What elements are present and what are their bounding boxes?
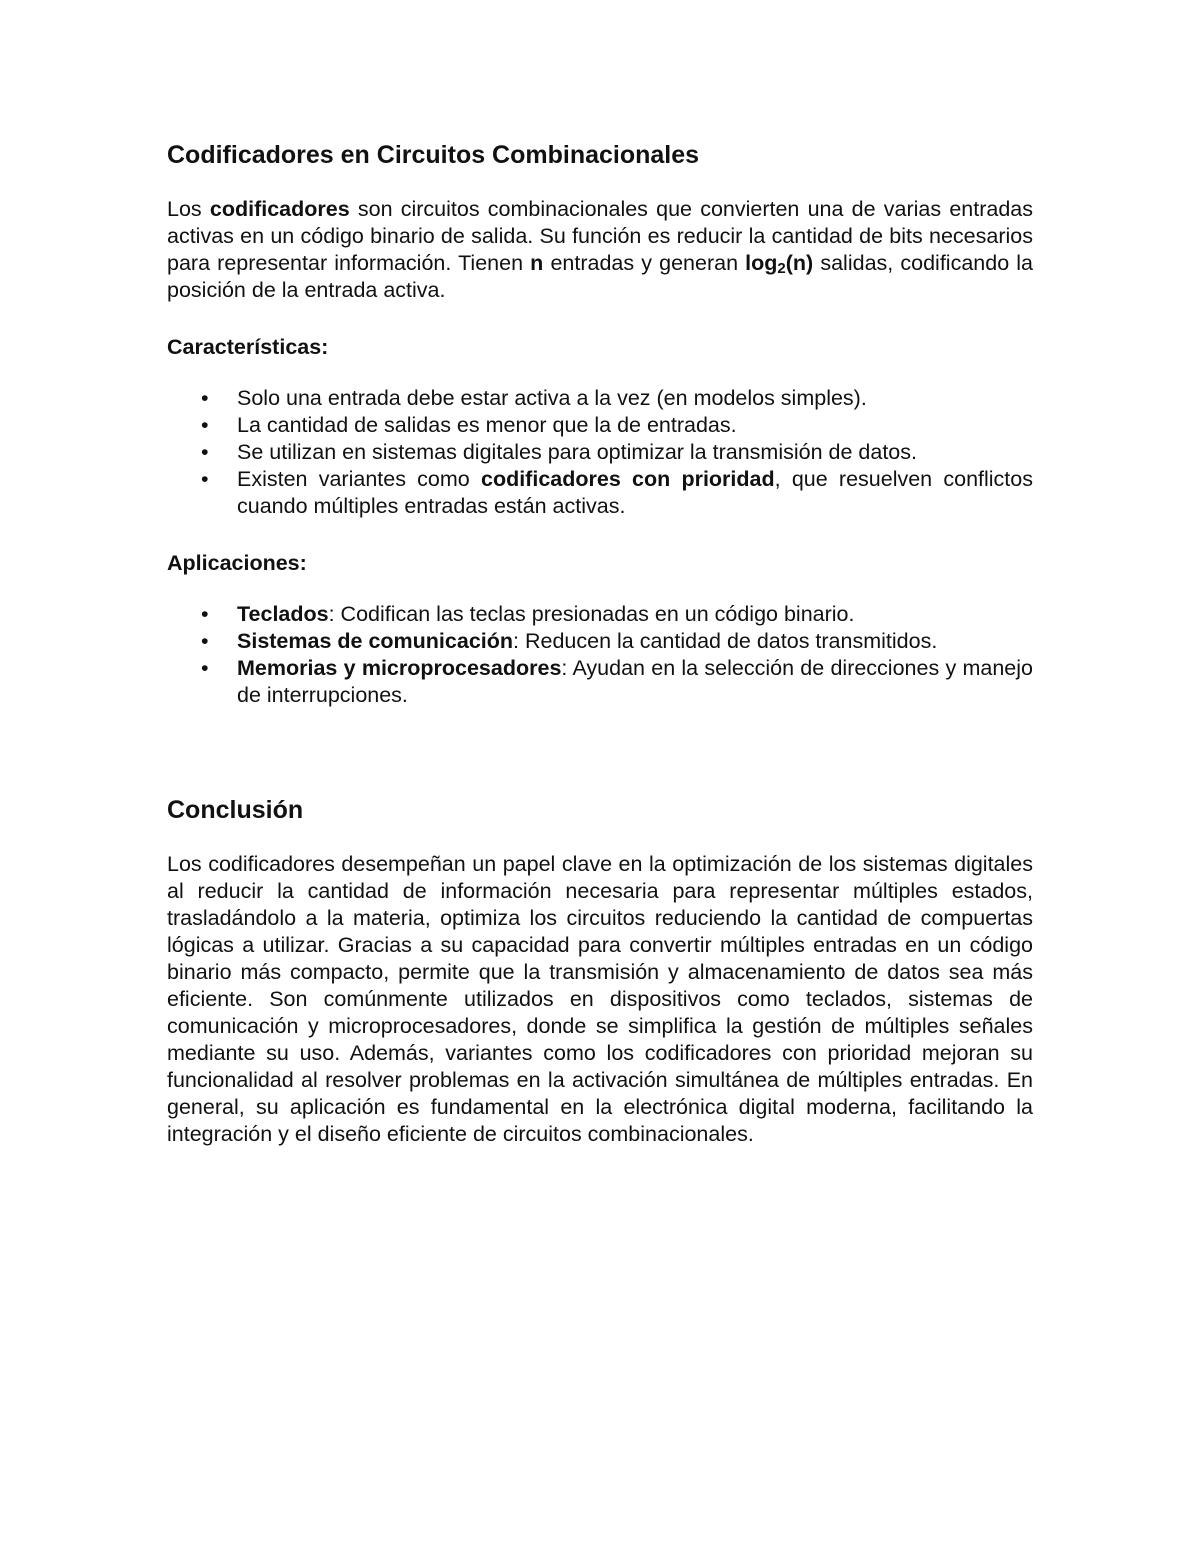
list-item-text-post: : Codifican las teclas presionadas en un código binario. [328, 602, 855, 626]
bullet-icon: • [201, 386, 209, 410]
log-subscript: 2 [777, 260, 786, 277]
bullet-icon: • [201, 629, 209, 653]
list-item [167, 601, 1033, 628]
intro-bold-n: n [530, 251, 544, 275]
list-item-text-post: : Ayudan en la selección de direcciones y manejo de interrupciones. [237, 656, 1033, 707]
log-argument: (n) [785, 251, 814, 275]
bullet-icon: • [201, 602, 209, 626]
intro-text-3: entradas y generan [543, 251, 746, 275]
document-page [167, 138, 1033, 1148]
aplicaciones-heading: Aplicaciones: [167, 551, 307, 575]
list-item [167, 412, 1033, 439]
list-item-text-post: , que resuelven conflictos cuando múltiples entradas están activas. [237, 467, 1033, 518]
list-item-bold: Sistemas de comunicación [237, 629, 514, 653]
bullet-icon: • [201, 440, 209, 464]
list-item [167, 439, 1033, 466]
list-item [167, 385, 1033, 412]
bullet-icon: • [201, 656, 209, 680]
conclusion-title: Conclusión [167, 796, 304, 824]
list-item-bold: codificadores con prioridad [480, 467, 775, 491]
caracteristicas-list [167, 385, 1033, 520]
document-title: Codificadores en Circuitos Combinacionales [167, 141, 700, 169]
list-item [167, 466, 1033, 520]
list-item-text-post: : Reducen la cantidad de datos transmitidos. [513, 629, 938, 653]
intro-text-4: salidas, codificando la posición de la entrada activa. [167, 251, 1034, 302]
list-item [167, 655, 1033, 709]
list-item-bold: Teclados [237, 602, 329, 626]
list-item-bold: Memorias y microprocesadores [237, 656, 562, 680]
intro-bold-log [745, 251, 813, 275]
intro-text-2: son circuitos combinacionales que convierten una de varias entradas activas en un código binario de salida. Su función es reducir la cantidad de bits necesarios para representar información. Tienen [167, 197, 1033, 275]
intro-bold-codificadores: codificadores [209, 197, 350, 221]
list-item-text: Se utilizan en sistemas digitales para optimizar la transmisión de datos. [237, 440, 917, 464]
list-item [167, 628, 1033, 655]
intro-text-1: Los [167, 197, 210, 221]
list-item-text-pre: Existen variantes como [237, 467, 481, 491]
list-item-text: Solo una entrada debe estar activa a la vez (en modelos simples). [237, 386, 867, 410]
intro-paragraph [167, 196, 1033, 304]
bullet-icon: • [201, 467, 209, 491]
bullet-icon: • [201, 413, 209, 437]
log-base: log [745, 251, 778, 275]
aplicaciones-list [167, 601, 1033, 709]
conclusion-paragraph: Los codificadores desempeñan un papel clave en la optimización de los sistemas digitales al reducir la cantidad de información necesaria para representar múltiples estados, trasladándolo a la materia, optimiza los circuitos reduciendo la cantidad de compuertas lógicas a utilizar. Gracias a su capacidad para convertir múltiples entradas en un código binario más compacto, permite que la transmisión y almacenamiento de datos sea más eficiente. Son comúnmente utilizados en dispositivos como teclados, sistemas de comunicación y microprocesadores, donde se simplifica la gestión de múltiples señales mediante su uso. Además, variantes como los codificadores con prioridad mejoran su funcionalidad al resolver problemas en la activación simultánea de múltiples entradas. En general, su aplicación es fundamental en la electrónica digital moderna, facilitando la integración y el diseño eficiente de circuitos combinacionales. [167, 852, 1033, 1146]
caracteristicas-heading: Características: [167, 335, 329, 359]
list-item-text: La cantidad de salidas es menor que la de entradas. [237, 413, 737, 437]
